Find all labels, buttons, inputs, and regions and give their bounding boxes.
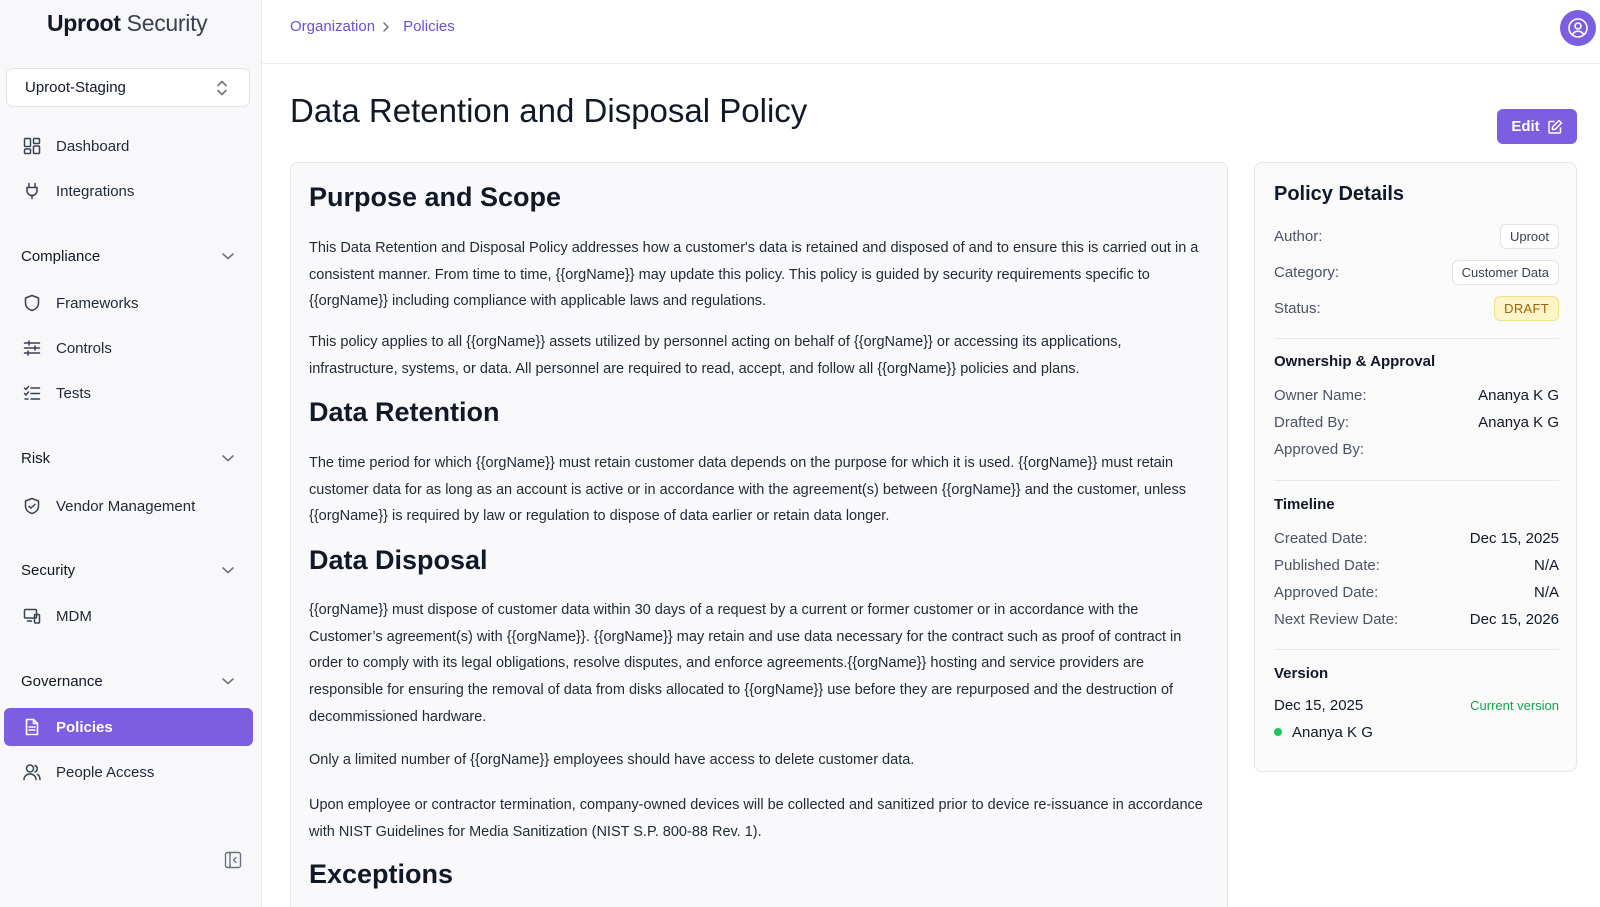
section-heading: Purpose and Scope (309, 182, 562, 212)
divider (1274, 649, 1559, 650)
version-title: Version (1274, 665, 1329, 682)
policy-details-panel (1254, 162, 1577, 772)
drafted-label: Drafted By: (1274, 413, 1350, 431)
section-risk[interactable] (21, 446, 235, 470)
collapse-sidebar-icon[interactable] (224, 851, 242, 869)
sidebar-item-label: People Access (56, 763, 155, 781)
breadcrumb-policies[interactable]: Policies (403, 18, 455, 35)
section-heading: Data Disposal (309, 545, 488, 575)
approved-date-value: N/A (1533, 583, 1559, 601)
sidebar-item-label: Vendor Management (56, 497, 196, 515)
section-governance[interactable] (21, 669, 235, 693)
chevron-down-icon (221, 565, 235, 575)
sidebar (0, 0, 262, 907)
edit-icon (1547, 119, 1563, 135)
sidebar-item-policies[interactable] (4, 708, 253, 746)
paragraph: This Data Retention and Disposal Policy addresses how a customer's data is retained and disposed of and to ensure this is carried out in a consistent manner. From time to time, {{orgName}} may update this policy. This policy is guided by security requirements specific to {{orgName}} including compliance with applicable laws and regulations. (309, 240, 1199, 310)
section-security[interactable] (21, 558, 235, 582)
section-label: Compliance (21, 247, 101, 265)
owner-value: Ananya K G (1478, 386, 1559, 404)
review-value: Dec 15, 2026 (1469, 610, 1559, 628)
approved-date-row (1274, 579, 1559, 605)
users-icon (22, 762, 42, 782)
sidebar-item-mdm[interactable] (4, 597, 253, 635)
approved-row (1274, 436, 1559, 462)
sidebar-item-label: Frameworks (56, 294, 139, 312)
category-row (1274, 259, 1559, 285)
paragraph: Upon employee or contractor termination, company-owned devices will be collected and sanitized prior to device re-issuance in accordance with NIST Guidelines for Media Sanitization (NIST S.P. 800-88 Rev. 1). (309, 797, 1203, 840)
current-version-badge: Current version (1470, 697, 1559, 713)
sidebar-item-integrations[interactable] (4, 172, 253, 210)
status-badge: DRAFT (1494, 296, 1559, 321)
edit-button-label: Edit (1511, 118, 1540, 135)
chevron-down-icon (221, 453, 235, 463)
published-row (1274, 552, 1559, 578)
ownership-title: Ownership & Approval (1274, 353, 1436, 370)
section-label: Security (21, 561, 76, 579)
paragraph: The time period for which {{orgName}} must retain customer data depends on the purpose for which it is used. {{orgName}} must retain customer data for as long as an account is active or in accordance with the agreement(s) between {{orgName}} and the customer, unless {{orgName}} is required by law or regulation to dispose of data earlier or retain data longer. (309, 455, 1186, 525)
section-compliance[interactable] (21, 244, 235, 268)
details-title: Policy Details (1274, 183, 1405, 205)
paragraph: This policy applies to all {{orgName}} assets utilized by personnel acting on behalf of {{orgName}} or accessing its applications, infrastructure, systems, or data. All personnel are required to read, accept, and follow all {{orgName}} policies and plans. (309, 334, 1122, 377)
user-circle-icon (1567, 17, 1589, 39)
owner-label: Owner Name: (1274, 386, 1367, 404)
divider (1274, 480, 1559, 481)
sidebar-item-vendor-management[interactable] (4, 487, 253, 525)
review-label: Next Review Date: (1274, 610, 1399, 628)
dashboard-icon (22, 136, 42, 156)
version-row[interactable] (1274, 692, 1559, 718)
page-title: Data Retention and Disposal Policy (290, 92, 808, 129)
published-value: N/A (1533, 556, 1559, 574)
version-date: Dec 15, 2025 (1274, 696, 1364, 714)
section-heading: Exceptions (309, 859, 454, 889)
owner-row (1274, 382, 1559, 408)
section-heading: Data Retention (309, 397, 500, 427)
timeline-title: Timeline (1274, 496, 1335, 513)
created-value: Dec 15, 2025 (1469, 529, 1559, 547)
category-label: Category: (1274, 263, 1340, 281)
chevron-down-icon (221, 676, 235, 686)
devices-icon (22, 606, 42, 626)
version-author: Ananya K G (1292, 723, 1373, 741)
section-label: Governance (21, 672, 103, 690)
drafted-value: Ananya K G (1478, 413, 1559, 431)
created-label: Created Date: (1274, 529, 1368, 547)
app-logo[interactable]: Uproot Security (47, 10, 208, 36)
paragraph: {{orgName}} must dispose of customer data within 30 days of a request by a current or former customer or in accordance with the Customer’s agreement(s) with {{orgName}}. {{orgName}} may retain and use data necessary for the contract such as proof of contract in order to comply with its legal obligations, resolve disputes, and enforce agreements.{{orgName}} hosting and service providers are responsible for ensuring the removal of data from disks allocated to {{orgName}} use before they are repurposed and the destruction of decommissioned hardware. (309, 602, 1182, 725)
user-menu-button[interactable] (1560, 10, 1596, 46)
chevron-up-down-icon (215, 79, 229, 97)
section-label: Risk (21, 449, 51, 467)
status-dot (1274, 728, 1282, 736)
sidebar-item-dashboard[interactable] (4, 127, 253, 165)
breadcrumb-organization[interactable]: Organization (290, 18, 376, 35)
published-label: Published Date: (1274, 556, 1380, 574)
policy-content (290, 162, 1228, 907)
org-selector[interactable] (6, 68, 250, 107)
chevron-right-icon (381, 21, 391, 33)
approved-date-label: Approved Date: (1274, 583, 1379, 601)
org-selector-label: Uproot-Staging (25, 79, 126, 96)
sidebar-item-controls[interactable] (4, 329, 253, 367)
created-row (1274, 525, 1559, 551)
document-icon (22, 717, 42, 737)
author-row (1274, 223, 1559, 249)
plug-icon (22, 181, 42, 201)
shield-icon (22, 293, 42, 313)
author-badge: Uproot (1500, 224, 1559, 249)
category-badge: Customer Data (1452, 260, 1559, 285)
breadcrumb (290, 18, 455, 35)
checklist-icon (22, 383, 42, 403)
sidebar-item-label: Dashboard (56, 137, 130, 155)
status-label: Status: (1274, 299, 1321, 317)
approved-label: Approved By: (1274, 440, 1365, 458)
sidebar-item-people-access[interactable] (4, 753, 253, 791)
sidebar-item-label: Integrations (56, 182, 135, 200)
paragraph: Only a limited number of {{orgName}} employees should have access to delete customer data. (309, 752, 915, 768)
sidebar-item-label: MDM (56, 607, 92, 625)
status-row (1274, 295, 1559, 321)
author-label: Author: (1274, 227, 1323, 245)
sidebar-item-label: Controls (56, 339, 112, 357)
review-row (1274, 606, 1559, 632)
sidebar-item-label: Policies (56, 718, 113, 736)
sliders-icon (22, 338, 42, 358)
divider (1274, 338, 1559, 339)
sidebar-item-frameworks[interactable] (4, 284, 253, 322)
version-author-row (1274, 719, 1559, 745)
drafted-row (1274, 409, 1559, 435)
sidebar-item-label: Tests (56, 384, 92, 402)
sidebar-item-tests[interactable] (4, 374, 253, 412)
edit-button[interactable] (1497, 109, 1577, 144)
chevron-down-icon (221, 251, 235, 261)
header-divider (262, 63, 1600, 64)
handshake-icon (22, 496, 42, 516)
